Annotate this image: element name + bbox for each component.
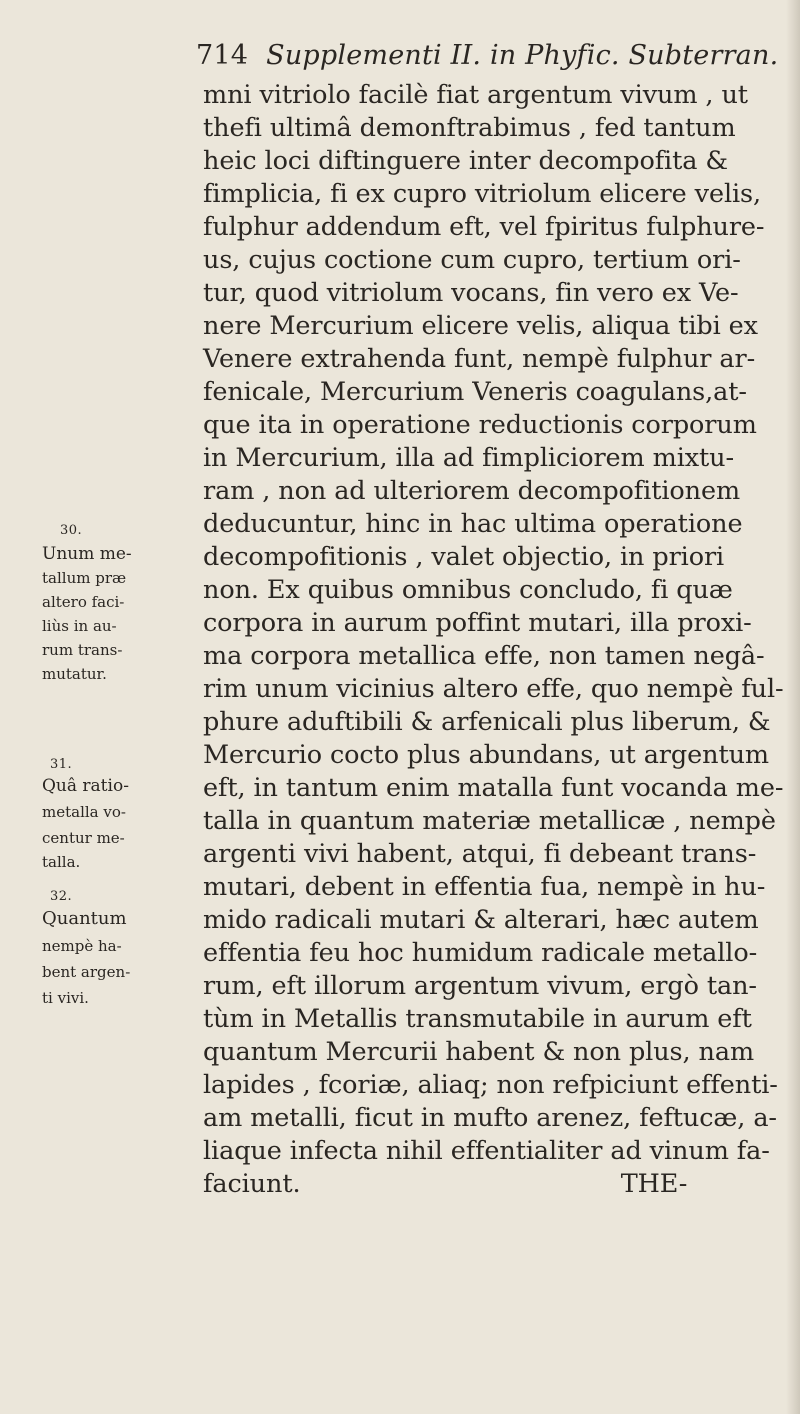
margin-note-line: bent argen- <box>42 963 131 981</box>
margin-note-line: liùs in au- <box>42 617 117 635</box>
text-line: talla in quantum materiæ metallicæ , nempè <box>203 806 776 836</box>
text-line: us, cujus coctione cum cupro, tertium ori- <box>203 245 741 275</box>
page-number: 714 <box>196 40 249 71</box>
text-line: rim unum vicinius altero effe, quo nempè ful- <box>203 674 784 704</box>
text-line: fimplicia, fi ex cupro vitriolum elicere velis, <box>203 179 762 209</box>
text-line: quantum Mercurii habent & non plus, nam <box>203 1037 755 1067</box>
margin-note-line: talla. <box>42 853 81 871</box>
text-line: deducuntur, hinc in hac ultima operatione <box>203 509 743 539</box>
text-line: tùm in Metallis transmutabile in aurum eft <box>203 1004 752 1034</box>
page-edge-shadow <box>786 0 800 1414</box>
text-line: heic loci diftinguere inter decompofita & <box>203 146 728 176</box>
text-line: rum, eft illorum argentum vivum, ergò tan- <box>203 971 757 1001</box>
text-line: ram , non ad ulteriorem decompofitionem <box>203 476 741 506</box>
text-line: mido radicali mutari & alterari, hæc autem <box>203 905 759 935</box>
margin-note-line: Quâ ratio- <box>42 776 129 796</box>
text-line: thefi ultimâ demonftrabimus , fed tantum <box>203 113 736 143</box>
margin-note-line: nempè ha- <box>42 937 122 955</box>
margin-note-line: ti vivi. <box>42 989 89 1007</box>
text-line: Venere extrahenda funt, nempè fulphur ar- <box>203 344 756 374</box>
margin-note-line: metalla vo- <box>42 803 126 821</box>
margin-note-line: tallum præ <box>42 569 127 587</box>
text-line: corpora in aurum poffint mutari, illa proxi- <box>203 608 752 638</box>
text-line: mutari, debent in effentia fua, nempè in hu- <box>203 872 766 902</box>
margin-note-line: rum trans- <box>42 641 123 659</box>
text-line: effentia feu hoc humidum radicale metallo- <box>203 938 758 968</box>
text-line: eft, in tantum enim matalla funt vocanda me- <box>203 773 784 803</box>
margin-note-line: Unum me- <box>42 544 132 564</box>
margin-note-line: mutatur. <box>42 665 107 683</box>
text-line: argenti vivi habent, atqui, fi debeant trans- <box>203 839 757 869</box>
text-line: non. Ex quibus omnibus concludo, fi quæ <box>203 575 733 605</box>
text-line: liaque infecta nihil effentialiter ad vinum fa- <box>203 1136 770 1166</box>
margin-note-line: Quantum <box>42 908 127 929</box>
text-line: mni vitriolo facilè fiat argentum vivum , ut <box>203 80 748 110</box>
text-line: Mercurio cocto plus abundans, ut argentum <box>203 740 769 770</box>
text-line: tur, quod vitriolum vocans, fin vero ex Ve- <box>203 278 739 308</box>
margin-number-31: 31. <box>50 757 73 772</box>
text-line: phure aduftibili & arfenicali plus liberum, & <box>203 707 771 737</box>
margin-number-30: 30. <box>60 523 83 538</box>
text-line: ma corpora metallica effe, non tamen negâ- <box>203 641 765 671</box>
text-line: decompofitionis , valet objectio, in priori <box>203 542 725 572</box>
margin-number-32: 32. <box>50 889 73 904</box>
text-line: faciunt. THE- <box>203 1169 688 1199</box>
text-line: que ita in operatione reductionis corporum <box>203 410 757 440</box>
text-line: fulphur addendum eft, vel fpiritus fulphure- <box>203 212 765 242</box>
text-line: lapides , fcoriæ, aliaq; non refpiciunt effenti- <box>203 1070 778 1100</box>
margin-note-line: altero faci- <box>42 593 125 611</box>
text-line: fenicale, Mercurium Veneris coagulans,at- <box>203 377 747 407</box>
text-line: in Mercurium, illa ad fimpliciorem mixtu- <box>203 443 735 473</box>
running-header <box>196 40 778 71</box>
text-line: am metalli, ficut in mufto arenez, feftucæ, a- <box>203 1103 777 1133</box>
text-line: nere Mercurium elicere velis, aliqua tibi ex <box>203 311 758 341</box>
running-title: Supplementi II. in Phyfic. Subterran. <box>266 40 779 71</box>
margin-note-line: centur me- <box>42 829 125 847</box>
